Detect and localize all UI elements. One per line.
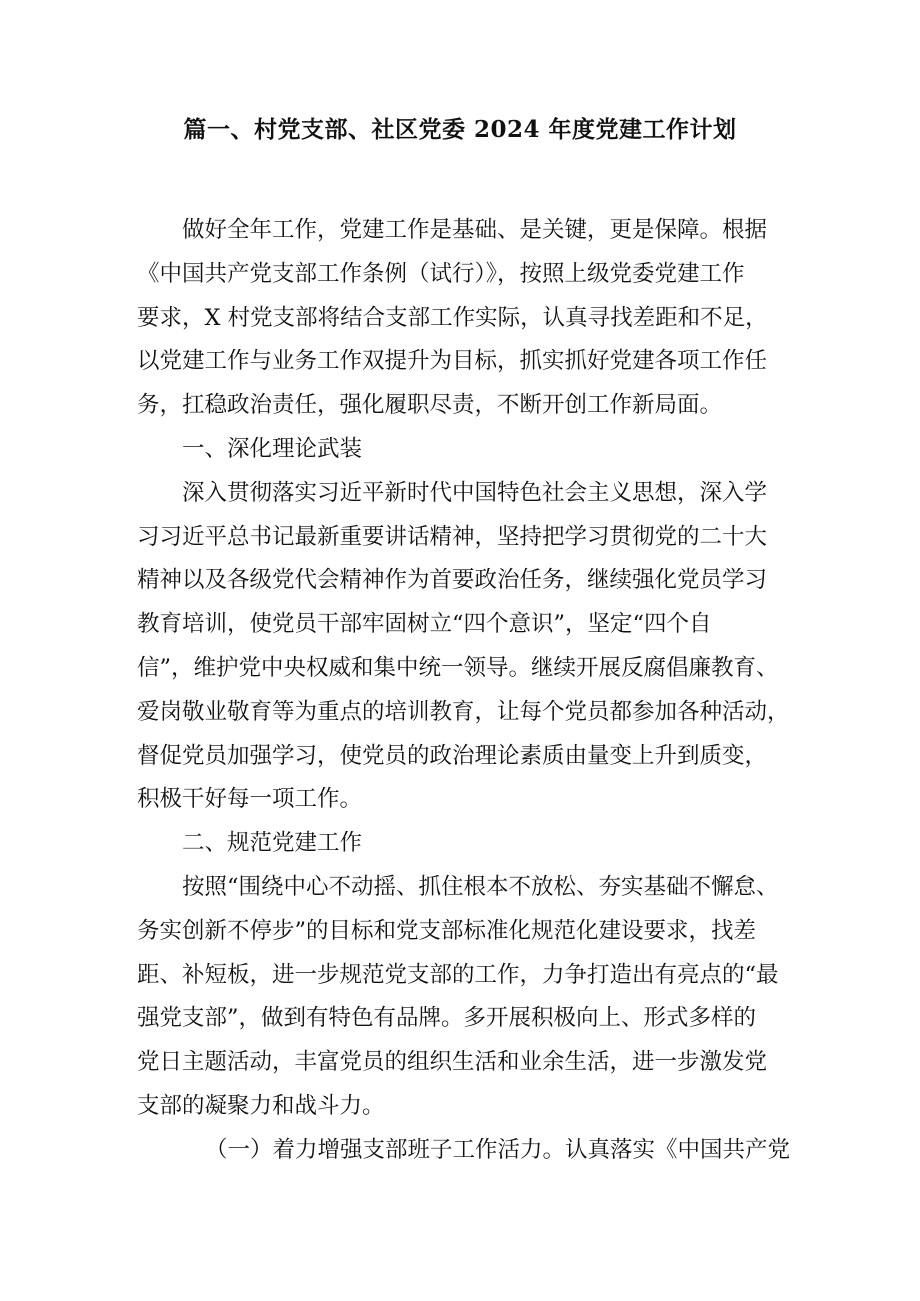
paragraph-line: 精神以及各级党代会精神作为首要政治任务，继续强化党员学习 <box>137 567 768 594</box>
document-body <box>137 209 807 1173</box>
paragraph-line: 以党建工作与业务工作双提升为目标，抓实抓好党建各项工作任 <box>137 348 768 375</box>
paragraph-line: 信”，维护党中央权威和集中统一领导。继续开展反腐倡廉教育、 <box>137 654 779 681</box>
paragraph-line: 务，扛稳政治责任，强化履职尽责，不断开创工作新局面。 <box>137 392 723 419</box>
section-heading-1: 一、深化理论武装 <box>182 435 363 462</box>
paragraph-line: 按照“围绕中心不动摇、抓住根本不放松、夯实基础不懈怠、 <box>182 873 779 900</box>
section-1-paragraph <box>137 472 807 822</box>
subsection-line: （一）着力增强支部班子工作活力。认真落实《中国共产党 <box>205 1136 791 1163</box>
section-heading-2: 二、规范党建工作 <box>182 830 363 857</box>
intro-paragraph <box>137 209 807 428</box>
paragraph-line: 支部的凝聚力和战斗力。 <box>137 1092 385 1119</box>
paragraph-line: 习习近平总书记最新重要讲话精神，坚持把学习贯彻党的二十大 <box>137 523 768 550</box>
paragraph-line: 深入贯彻落实习近平新时代中国特色社会主义思想，深入学 <box>182 479 768 506</box>
paragraph-line: 做好全年工作，党建工作是基础、是关键，更是保障。根据 <box>182 217 768 243</box>
paragraph-line: 教育培训，使党员干部牢固树立“四个意识”，坚定“四个自 <box>137 611 712 638</box>
paragraph-line: 党日主题活动，丰富党员的组织生活和业余生活，进一步激发党 <box>137 1049 768 1076</box>
paragraph-line: 积极干好每一项工作。 <box>137 786 363 813</box>
document-title: 篇一、村党支部、社区党委 2024 年度党建工作计划 <box>183 116 737 143</box>
paragraph-line: 强党支部”，做到有特色有品牌。多开展积极向上、形式多样的 <box>137 1005 757 1032</box>
paragraph-line: 督促党员加强学习，使党员的政治理论素质由量变上升到质变， <box>137 742 768 769</box>
section-2-paragraph <box>137 866 807 1129</box>
paragraph-line: 爱岗敬业敬育等为重点的培训教育，让每个党员都参加各种活动， <box>137 698 790 725</box>
paragraph-line: 《中国共产党支部工作条例（试行）》，按照上级党委党建工作 <box>137 260 745 287</box>
paragraph-line: 距、补短板，进一步规范党支部的工作，力争打造出有亮点的“最 <box>137 961 779 988</box>
paragraph-line: 务实创新不停步”的目标和党支部标准化规范化建设要求，找差 <box>137 917 757 944</box>
paragraph-line: 要求，X 村党支部将结合支部工作实际，认真寻找差距和不足， <box>137 304 768 331</box>
